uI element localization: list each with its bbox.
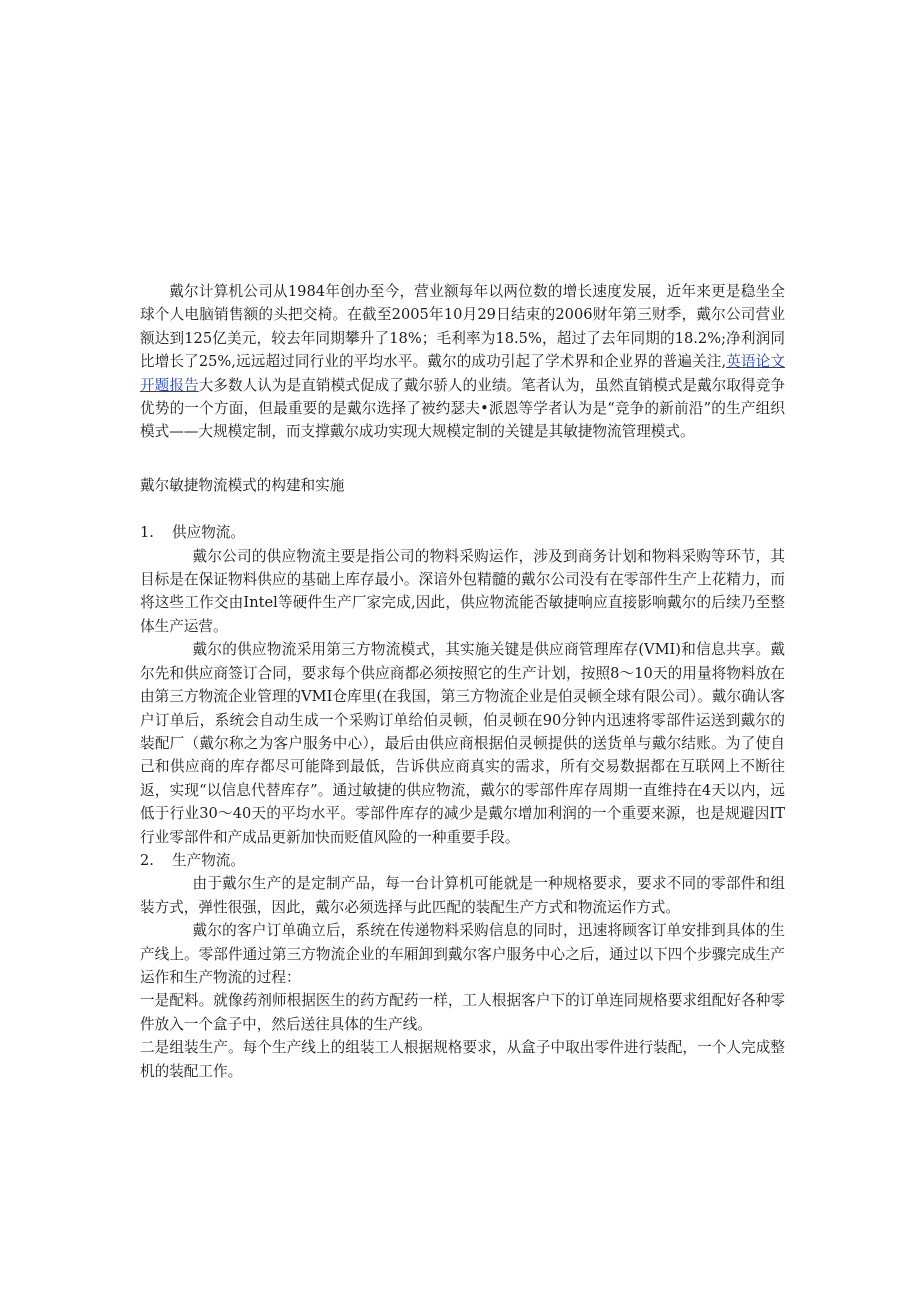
item2-paragraph-1: 由于戴尔生产的是定制产品，每一台计算机可能就是一种规格要求，要求不同的零部件和组装方式，弹性很强，因此，戴尔必须选择与此匹配的装配生产方式和物流运作方式。	[140, 875, 785, 916]
item1-paragraph-2: 戴尔的供应物流采用第三方物流模式，其实施关键是供应商管理库存(VMI)和信息共享。戴尔先和供应商签订合同，要求每个供应商都必须按照它的生产计划，按照8～10天的用量将物料放在由第三方物流企业管理的VMI仓库里(在我国，第三方物流企业是伯灵顿全球有限公司）。戴尔确认客户订单后，系统会自动生成一个采购订单给伯灵顿，伯灵顿在90分钟内迅速将零部件运送到戴尔的装配厂（戴尔称之为客户服务中心），最后由供应商根据伯灵顿提供的送货单与戴尔结账。为了使自己和供应商的库存都尽可能降到最低，告诉供应商真实的需求，所有交易数据都在互联网上不断往返，实现“以信息代替库存”。通过敏捷的供应物流，戴尔的零部件库存周期一直维持在4天以内，远低于行业30～40天的平均水平。零部件库存的减少是戴尔增加利润的一个重要来源，也是规避因IT行业零部件和产成品更新加快而贬值风险的一种重要手段。	[140, 641, 785, 846]
essay-proposal-link[interactable]: 英语论文开题报告	[140, 353, 785, 394]
item2-step-1: 一是配料。就像药剂师根据医生的药方配药一样，工人根据客户下的订单连同规格要求组配好各种零件放入一个盒子中，然后送往具体的生产线。	[140, 992, 785, 1033]
item2-title: 生产物流。	[172, 851, 245, 869]
section-title: 戴尔敏捷物流模式的构建和实施	[140, 476, 345, 494]
item2-number: 2.	[140, 851, 154, 869]
intro-text-end: 大多数人认为是直销模式促成了戴尔骄人的业绩。笔者认为，虽然直销模式是戴尔取得竞争优势的一个方面，但最重要的是戴尔选择了被约瑟夫•派恩等学者认为是“竞争的新前沿”的生产组织模式——大规模定制，而支撑戴尔成功实现大规模定制的关键是其敏捷物流管理模式。	[140, 376, 785, 441]
item2-paragraph-2: 戴尔的客户订单确立后，系统在传递物料采购信息的同时，迅速将顾客订单安排到具体的生产线上。零部件通过第三方物流企业的车厢卸到戴尔客户服务中心之后，通过以下四个步骤完成生产运作和生产物流的过程：	[140, 922, 785, 986]
item2-step-2: 二是组装生产。每个生产线上的组装工人根据规格要求，从盒子中取出零件进行装配，一个人完成整机的装配工作。	[140, 1039, 785, 1080]
intro-paragraph	[140, 280, 785, 444]
item2-heading	[140, 849, 785, 872]
intro-text-start: 戴尔计算机公司从1984年创办至今，营业额每年以两位数的增长速度发展，近年来更是稳坐全球个人电脑销售额的头把交椅。在截至2005年10月29日结束的2006财年第三财季，戴尔公司营业额达到125亿美元，较去年同期攀升了18%；毛利率为18.5%，超过了去年同期的18.2%;净利润同比增长了25%,远远超过同行业的平均水平。戴尔的成功引起了学术界和企业界的普遍关注,	[140, 283, 785, 371]
item1-paragraph-1: 戴尔公司的供应物流主要是指公司的物料采购运作，涉及到商务计划和物料采购等环节，其目标是在保证物料供应的基础上库存最小。深谙外包精髓的戴尔公司没有在零部件生产上花精力，而将这些工作交由Intel等硬件生产厂家完成,因此，供应物流能否敏捷响应直接影响戴尔的后续乃至整体生产运营。	[140, 547, 785, 635]
item1-heading	[140, 521, 785, 544]
item1-number: 1.	[140, 524, 154, 542]
document-page	[140, 280, 785, 1083]
item1-title: 供应物流。	[172, 524, 245, 542]
